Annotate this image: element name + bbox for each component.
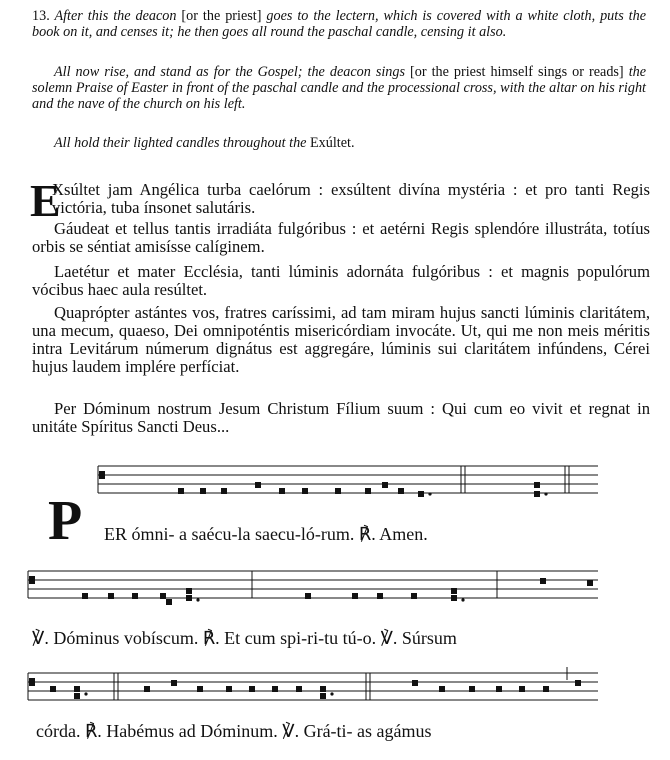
neume xyxy=(272,686,278,692)
exsultet-paragraph-4: Quaprópter astántes vos, fratres caríssimi, ad tam miram hujus sancti lúminis claritátem, una mecum, quaeso, Dei omnipoténtis misericórdiam invocáte. Ut, qui me non meis méritis intra Levitárum númerum dignátus est aggregáre, lúminis sui claritátem infúndens, Cérei hujus laudem implére perfíciat. xyxy=(32,303,650,376)
rubric-text: After this the deacon xyxy=(54,8,177,24)
neume xyxy=(186,595,192,601)
neume xyxy=(82,593,88,599)
rubric-bracket: [or the priest himself sings or reads] xyxy=(410,64,624,80)
neume xyxy=(50,686,56,692)
neume-dot xyxy=(428,492,431,495)
rubric-number: 13. xyxy=(32,8,50,24)
neume xyxy=(439,686,445,692)
exsultet-paragraph-2: Gáudeat et tellus tantis irradiáta fulgóribus : et aetérni Regis splendóre illustráta, totíus orbis se séntiat amisísse calíginem. xyxy=(32,219,650,256)
neume xyxy=(534,491,540,497)
neume xyxy=(200,488,206,494)
neume xyxy=(469,686,475,692)
neume xyxy=(279,488,285,494)
c-clef-icon xyxy=(99,471,105,479)
neume xyxy=(534,482,540,488)
neume xyxy=(382,482,388,488)
neume-dot xyxy=(461,598,464,601)
neume-dot xyxy=(84,692,87,695)
neume xyxy=(335,488,341,494)
rubric-text: goes to the lectern, which is covered with a white cloth, puts the book on it, and censes it; he then goes all round the paschal candle, censing it also. xyxy=(32,8,647,40)
exsultet-paragraph-3: Laetétur et mater Ecclésia, tanti lúminis adornáta fulgóribus : et magnis populórum vócibus haec aula resúltet. xyxy=(32,262,650,299)
neume xyxy=(144,686,150,692)
rubric-text: the solemn Praise of Easter in front of the paschal candle and the processional cross, with the altar on his right and the nave of the church on his left. xyxy=(32,64,647,112)
neume xyxy=(352,593,358,599)
neume xyxy=(377,593,383,599)
neume-dot xyxy=(196,598,199,601)
chant-lyrics-line-3: córda. ℟. Habémus ad Dóminum. ℣. Grá-ti- as agámus xyxy=(36,721,432,741)
neume-dot xyxy=(330,692,333,695)
neume xyxy=(171,680,177,686)
neume xyxy=(543,686,549,692)
exsultet-paragraph-1: Xsúltet jam Angélica turba caelórum : exsúltent divína mystéria : et pro tanti Regis victória, tuba ínsonet salutáris. xyxy=(52,180,650,217)
staff-3-notes xyxy=(29,678,581,699)
neume xyxy=(74,693,80,699)
drop-cap-p: P xyxy=(48,490,83,552)
neume xyxy=(411,593,417,599)
neume xyxy=(178,488,184,494)
neume xyxy=(132,593,138,599)
neume xyxy=(540,578,546,584)
neume xyxy=(108,593,114,599)
neume xyxy=(305,593,311,599)
drop-cap-e: E xyxy=(30,175,61,226)
chant-lyrics-line-1: ER ómni- a saécu-la saecu-ló-rum. ℟. Amen. xyxy=(104,524,428,544)
neume xyxy=(320,686,326,692)
neume xyxy=(412,680,418,686)
neume xyxy=(74,686,80,692)
neume xyxy=(166,599,172,605)
neume xyxy=(587,580,593,586)
rubric-text: All now rise, and stand as for the Gospel; the deacon sings xyxy=(54,64,406,80)
neume xyxy=(226,686,232,692)
neume xyxy=(365,488,371,494)
exsultet-paragraph-5: Per Dóminum nostrum Jesum Christum Fílium suum : Qui cum eo vivit et regnat in unitáte Spíritus Sancti Deus... xyxy=(32,399,650,436)
rubric-exultet-word: Exúltet. xyxy=(310,135,355,151)
neume xyxy=(296,686,302,692)
neume xyxy=(160,593,166,599)
rubric-bracket: [or the priest] xyxy=(181,8,262,24)
c-clef-icon xyxy=(29,576,35,584)
neume xyxy=(451,588,457,594)
neume xyxy=(249,686,255,692)
neume xyxy=(398,488,404,494)
staff-1 xyxy=(98,466,598,493)
neume xyxy=(255,482,261,488)
neume xyxy=(221,488,227,494)
rubric-text: All hold their lighted candles throughout the xyxy=(54,135,307,151)
neume xyxy=(575,680,581,686)
neume xyxy=(519,686,525,692)
neume xyxy=(496,686,502,692)
neume-dot xyxy=(544,492,547,495)
neume xyxy=(451,595,457,601)
neume xyxy=(302,488,308,494)
staff-3 xyxy=(28,667,598,700)
neume xyxy=(418,491,424,497)
neume xyxy=(320,693,326,699)
neume xyxy=(197,686,203,692)
neume xyxy=(186,588,192,594)
chant-lyrics-line-2: ℣. Dóminus vobíscum. ℟. Et cum spi-ri-tu tú-o. ℣. Súrsum xyxy=(32,628,457,648)
c-clef-icon xyxy=(29,678,35,686)
